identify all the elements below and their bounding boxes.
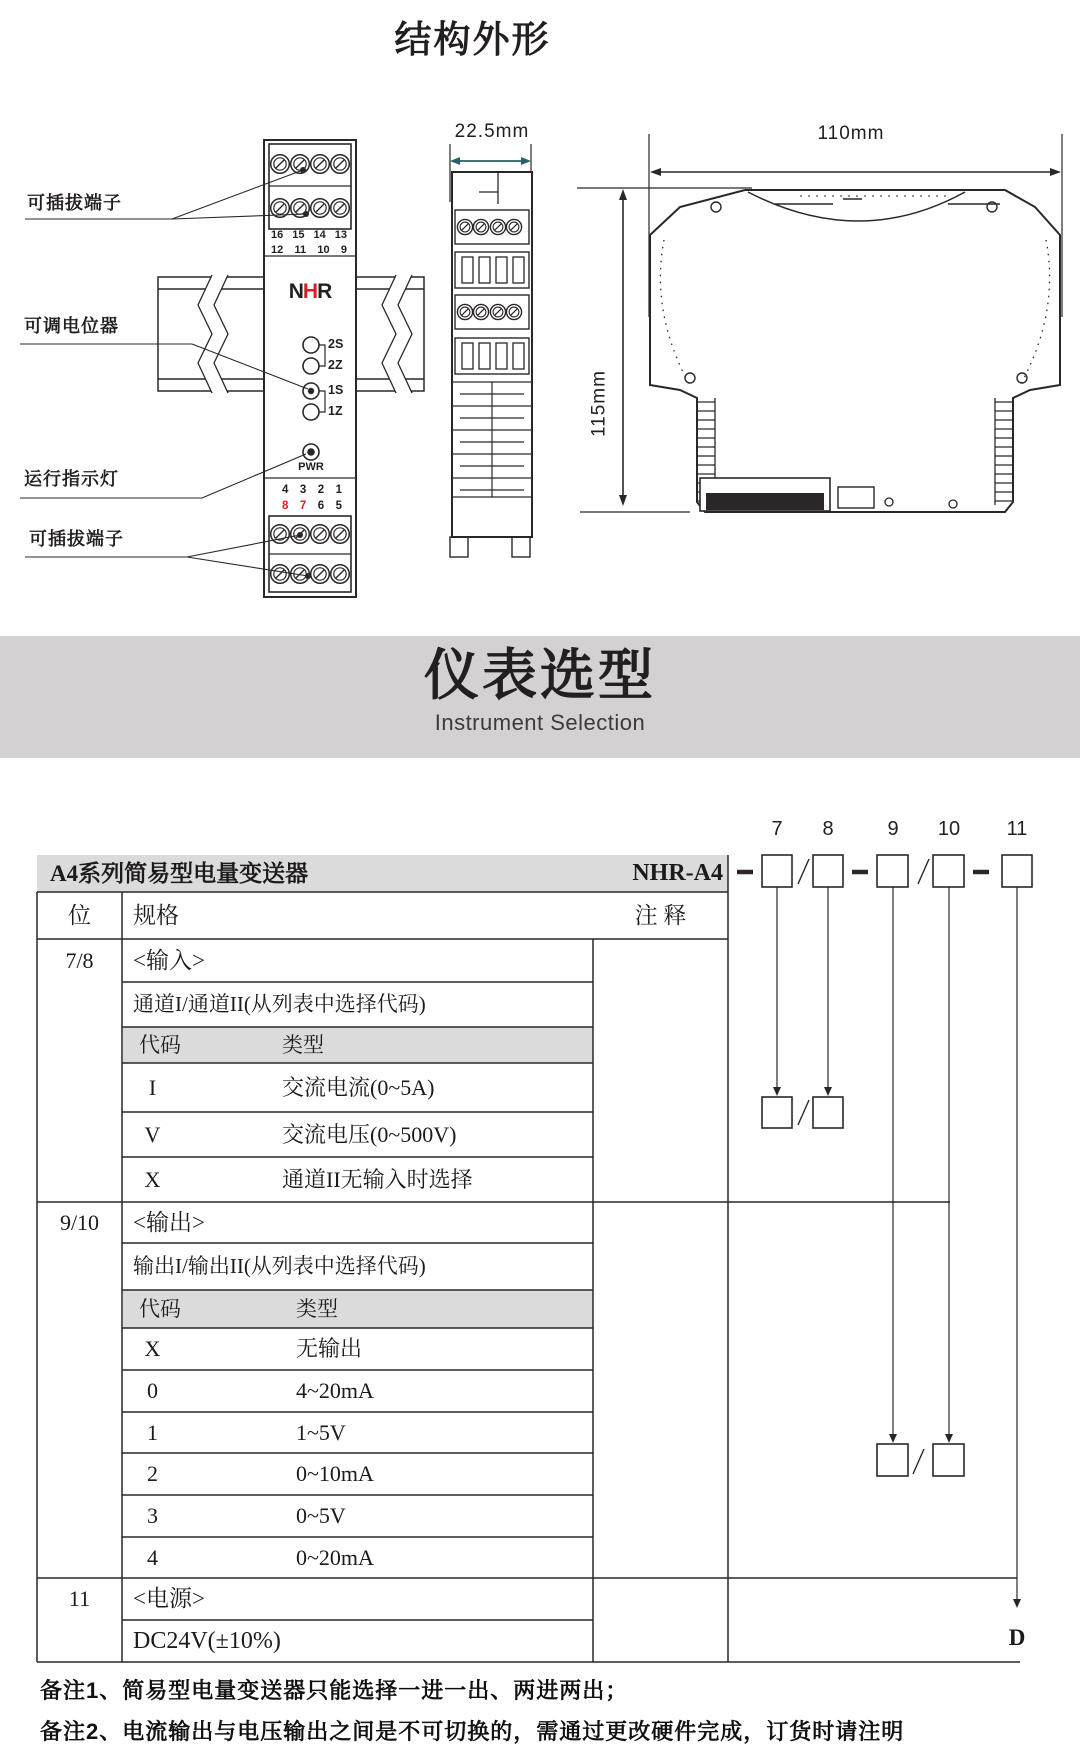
- section-title: 仪表选型: [423, 644, 656, 706]
- s1-code-header: 代码: [139, 1033, 181, 1057]
- label-plug-terminal-bottom: 可插拔端子: [29, 529, 124, 549]
- pwr-label: PWR: [298, 461, 324, 473]
- dim-front-width: 110mm: [817, 123, 885, 144]
- dim-height: 115mm: [588, 370, 610, 437]
- col-header-note: 注 释: [634, 903, 687, 928]
- s2-bit: 9/10: [59, 1210, 100, 1235]
- terminal-number: 8: [282, 500, 289, 512]
- s2-row-code: 4: [147, 1545, 158, 1570]
- terminal-number: 6: [317, 500, 325, 512]
- logo-letter-n: N: [288, 280, 303, 303]
- s1-type-header: 类型: [282, 1033, 324, 1057]
- s2-name: <输出>: [133, 1210, 205, 1235]
- terminal-number: 7: [299, 500, 307, 512]
- pot-label-1z: 1Z: [328, 404, 343, 418]
- pot-label-1s: 1S: [328, 383, 344, 397]
- s1-row-type: 交流电流(0~5A): [282, 1075, 435, 1100]
- s2-row-code: X: [144, 1336, 161, 1361]
- terminal-number: 9: [340, 244, 347, 256]
- terminal-number: 14: [313, 229, 326, 241]
- terminal-number: 4: [282, 484, 289, 496]
- page-title: 结构外形: [394, 19, 551, 60]
- s2-row-type: 0~10mA: [296, 1461, 374, 1486]
- note-2: 备注2、电流输出与电压输出之间是不可切换的，需通过更改硬件完成，订货时请注明: [40, 1719, 905, 1744]
- order-digit-8: 8: [822, 818, 834, 840]
- s3-value: DC24V(±10%): [133, 1628, 281, 1654]
- nhr-logo: [264, 281, 356, 302]
- pot-label-2s: 2S: [328, 337, 344, 351]
- s1-bit: 7/8: [65, 948, 94, 973]
- s3-name: <电源>: [133, 1586, 205, 1611]
- s2-row-type: 4~20mA: [296, 1378, 374, 1403]
- terminal-number: 3: [299, 484, 307, 496]
- terminal-number: 13: [334, 229, 347, 241]
- s2-row-code: 2: [147, 1461, 158, 1486]
- table-model: NHR-A4: [632, 860, 723, 886]
- s1-row-code: V: [144, 1122, 161, 1147]
- s1-row-code: I: [148, 1075, 157, 1100]
- note-1: 备注1、简易型电量变送器只能选择一进一出、两进两出；: [40, 1678, 629, 1703]
- order-suffix-d: D: [1008, 1625, 1026, 1650]
- col-header-spec: 规格: [133, 903, 179, 928]
- module-profile-view: [577, 134, 1062, 512]
- label-potentiometer: 可调电位器: [24, 316, 119, 336]
- s1-row-type: 交流电压(0~500V): [282, 1122, 457, 1147]
- s2-row-code: 1: [147, 1420, 158, 1445]
- label-run-indicator: 运行指示灯: [24, 469, 119, 489]
- s2-row-type: 无输出: [296, 1336, 363, 1361]
- s2-type-header: 类型: [296, 1297, 338, 1321]
- terminal-number: 5: [335, 500, 342, 512]
- s3-bit: 11: [68, 1586, 91, 1611]
- terminal-number: 2: [317, 484, 325, 496]
- logo-letter-h: H: [302, 280, 318, 303]
- table-series-title: A4系列简易型电量变送器: [50, 861, 309, 886]
- s2-row-type: 1~5V: [296, 1420, 346, 1445]
- label-plug-terminal-top: 可插拔端子: [27, 193, 122, 213]
- order-digit-7: 7: [771, 818, 783, 840]
- terminal-number: 12: [271, 244, 284, 256]
- terminal-number: 10: [317, 244, 330, 256]
- section-subtitle: Instrument Selection: [434, 710, 646, 735]
- s2-row-type: 0~20mA: [296, 1545, 374, 1570]
- logo-letter-r: R: [317, 280, 332, 303]
- terminal-numbers-top-row2: [271, 245, 347, 256]
- s1-name: <输入>: [133, 948, 205, 973]
- terminal-number: 11: [294, 244, 307, 256]
- dim-side-width: 22.5mm: [454, 121, 530, 142]
- s2-row-type: 0~5V: [296, 1503, 346, 1528]
- s2-code-header: 代码: [139, 1297, 181, 1321]
- module-side-view: [450, 144, 532, 557]
- pot-label-2z: 2Z: [328, 358, 343, 372]
- terminal-number: 1: [335, 484, 342, 496]
- s2-row-code: 3: [147, 1503, 158, 1528]
- s1-row-type: 通道II无输入时选择: [282, 1167, 473, 1192]
- order-digit-10: 10: [937, 818, 961, 840]
- terminal-numbers-top-row1: [271, 230, 347, 241]
- terminal-numbers-bottom-row1: [282, 485, 342, 497]
- s2-row-code: 0: [147, 1378, 158, 1403]
- s1-row-code: X: [144, 1167, 161, 1192]
- terminal-number: 15: [292, 229, 305, 241]
- order-digit-9: 9: [887, 818, 899, 840]
- terminal-number: 16: [271, 229, 284, 241]
- order-digit-11: 11: [1006, 818, 1028, 840]
- order-code-diagram: [737, 855, 1032, 1608]
- col-header-bit: 位: [68, 903, 91, 928]
- s1-subtitle: 通道I/通道II(从列表中选择代码): [133, 992, 426, 1016]
- s2-subtitle: 输出I/输出II(从列表中选择代码): [133, 1254, 426, 1278]
- terminal-numbers-bottom-row2: [282, 501, 342, 513]
